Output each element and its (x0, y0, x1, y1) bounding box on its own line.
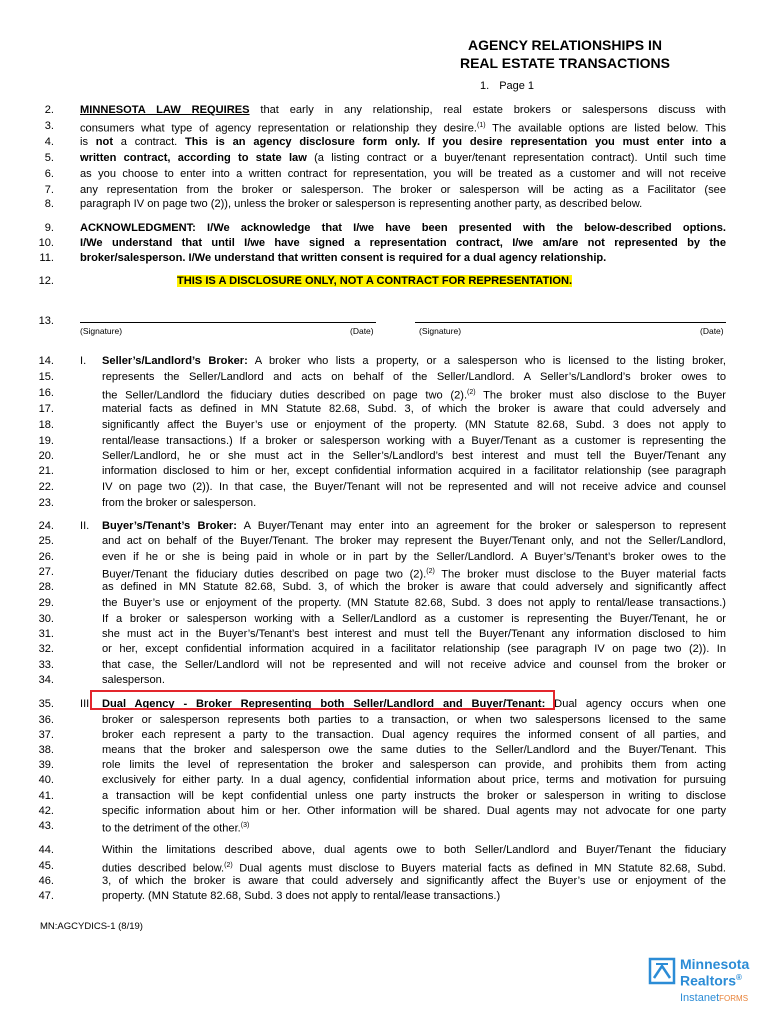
line-number: 34. (38, 674, 54, 686)
section-2-line-29: the Buyer’s use or enjoyment of the property. (MN Statute 82.68, Subd. 3 does not apply to rental/lease transactions.) (102, 597, 726, 609)
registered-mark: ® (736, 973, 742, 982)
intro-line-2 (80, 102, 726, 118)
line-number: 4. (44, 136, 54, 148)
line-number: 9. (44, 222, 54, 234)
line-number: 21. (38, 465, 54, 477)
section-3-line-38: means that the broker and salesperson owe the same duties to the Seller/Landlord and the Buyer/Tenant. This (102, 744, 726, 756)
footnote-ref: (2) (467, 389, 476, 396)
line-number: 38. (38, 744, 54, 756)
section-2-line-24 (102, 518, 726, 534)
section-2-line-32: or her, except confidential information acquired in a facilitator relationship (see paragraph IV on page two (2)). In (102, 643, 726, 655)
section-2-line-28: as defined in MN Statute 82.68, Subd. 3, of which the broker is aware that could adversely and significantly affect (102, 581, 726, 593)
line-number: 28. (38, 581, 54, 593)
line-number: 31. (38, 628, 54, 640)
form-code: MN:AGCYDICS-1 (8/19) (40, 921, 143, 932)
intro-text: The available options are listed below. This (485, 122, 726, 135)
line-number: 11. (39, 252, 54, 264)
form-title (400, 36, 730, 72)
heading-annotation-box (90, 690, 555, 710)
section-text: to the detriment of the other. (102, 822, 241, 835)
title-line-1: AGENCY RELATIONSHIPS IN (468, 37, 662, 53)
intro-text: consumers what type of agency representation or relationship they desire. (80, 122, 477, 135)
section-text: The broker must also disclose to the Buyer (475, 389, 726, 402)
section-1-line-15: represents the Seller/Landlord and acts on behalf of the Seller/Landlord. A Seller’s/Landlord’s broker owes to (102, 371, 726, 383)
section-2-line-31: she must act in the Buyer’s/Tenant’s best interest and must tell the Buyer/Tenant any information disclosed to him (102, 628, 726, 640)
section-3-line-37: broker each represent a party to the transaction. Dual agency requires the informed consent of all parties, and (102, 729, 726, 741)
intro-text: (a listing contract or a buyer/tenant representation contract). Until such time (306, 152, 726, 164)
page-number-label: 1. (480, 80, 490, 92)
line-number: 3. (44, 120, 54, 132)
section-text: The broker must disclose to the Buyer material facts (434, 568, 726, 581)
line-number: 16. (38, 387, 54, 399)
section-2-heading: Buyer’s/Tenant’s Broker: (102, 520, 237, 532)
section-3-line-43 (102, 818, 726, 837)
title-line-2: REAL ESTATE TRANSACTIONS (459, 55, 670, 71)
signature-line-2[interactable] (415, 322, 726, 323)
minnesota-law-requires: MINNESOTA LAW REQUIRES (80, 104, 250, 116)
line-number: 19. (38, 435, 54, 447)
line-number: 36. (38, 714, 54, 726)
line-number: 45. (38, 860, 54, 872)
line-number: 17. (38, 403, 54, 415)
intro-line-5 (80, 150, 726, 166)
line-number: 22. (38, 481, 54, 493)
line-number: 12. (38, 275, 54, 287)
line-number: 23. (38, 497, 54, 509)
intro-text: a contract. (113, 136, 186, 148)
line-number: 42. (38, 805, 54, 817)
section-3-line-46: 3, of which the broker is aware that could adversely and significantly affect the Buyer’s use or enjoyment of the (102, 875, 726, 887)
section-1-line-17: material facts as defined in MN Statute 82.68, Subd. 3, of which the broker is aware that could adversely and (102, 403, 726, 415)
footnote-ref: (2) (426, 568, 435, 575)
section-text: Buyer/Tenant the fiduciary duties described on page two (2). (102, 568, 427, 581)
section-2-line-26: even if he or she is being paid in whole or in part by the Seller/Landlord. A Buyer’s/Tenant’s broker owes to the (102, 551, 726, 563)
intro-line-7: any representation from the broker or salesperson. The broker or salesperson will be acting as a Facilitator (see (80, 184, 726, 196)
section-2-line-34: salesperson. (102, 674, 165, 686)
intro-bold: This is an agency disclosure form only. If you desire representation you must enter into a (185, 136, 726, 148)
date-caption-2: (Date) (700, 326, 724, 336)
section-1-line-22: IV on page two (2)). In that case, the Buyer/Tenant will not be represented and will not receive advice and counsel (102, 481, 726, 493)
logo-line-1: Minnesota (680, 956, 750, 972)
section-text: the Seller/Landlord the fiduciary duties described on page two (2). (102, 389, 468, 402)
section-3-heading: Dual Agency - Broker Representing both Seller/Landlord and Buyer/Tenant: (102, 698, 546, 710)
section-1-line-18: significantly affect the Buyer’s use or enjoyment of the property. (MN Statute 82.68, Subd. 3 does not apply to (102, 419, 726, 431)
section-text: duties described below. (102, 862, 225, 875)
date-caption-1: (Date) (350, 326, 374, 336)
line-number: 15. (38, 371, 54, 383)
footnote-ref: (1) (476, 122, 486, 129)
line-number: 39. (38, 759, 54, 771)
ack-line-11: broker/salesperson. I/We understand that written consent is required for a dual agency relationship. (80, 252, 607, 264)
line-number: 44. (38, 844, 54, 856)
section-1-heading: Seller’s/Landlord’s Broker: (102, 355, 248, 367)
section-1-line-23: from the broker or salesperson. (102, 497, 257, 509)
intro-line-6: as you choose to enter into a written contract for representation, you will be treated as a customer and will not receive (80, 168, 726, 180)
instanet-text: Instanet (680, 992, 720, 1004)
line-number: 14. (38, 355, 54, 367)
line-number: 8. (44, 198, 54, 210)
line-number: 25. (38, 535, 54, 547)
intro-bold: not (95, 136, 114, 148)
section-text: Dual agents must disclose to Buyers material facts as defined in MN Statute 82.68, Subd. (232, 862, 726, 875)
line-number: 6. (44, 168, 54, 180)
footnote-ref: (2) (224, 862, 233, 869)
section-1-line-21: information disclosed to him or her, except confidential information acquired in a facilitator relationship (see paragraph (102, 465, 726, 477)
logo-text (680, 957, 749, 988)
section-3-line-39: role limits the level of representation the broker and salesperson can provide, and prohibits them from acting (102, 759, 726, 771)
section-3-line-42: specific information about him or her. Other information will be shared. Dual agents may not advocate for one party (102, 805, 726, 817)
section-3-line-36: broker or salesperson represents both parties to a transaction, or when two salespersons licensed to the same (102, 714, 726, 726)
line-number: 26. (38, 551, 54, 563)
line-number: 18. (38, 419, 54, 431)
line-number: 37. (38, 729, 54, 741)
signature-caption-2: (Signature) (419, 326, 462, 336)
disclosure-only-notice (177, 273, 572, 289)
intro-bold: written contract, according to state law (80, 152, 307, 164)
line-number: 30. (38, 613, 54, 625)
section-2-numeral: II. (80, 520, 90, 532)
section-3-line-40: exclusively for either party. In a dual agency, confidential information about price, terms and motivation for pursuing (102, 774, 726, 786)
ack-line-10: I/We understand that until I/we have signed a representation contract, I/we am/are not represented by the (80, 237, 726, 249)
section-3-line-41: a transaction will be kept confidential unless one party instructs the broker or salesperson in writing to disclose (102, 790, 726, 802)
logo-line-2: Realtors (680, 972, 737, 989)
instanet-forms-mark (680, 992, 748, 1004)
line-number: 40. (38, 774, 54, 786)
line-number: 32. (38, 643, 54, 655)
line-number: 13. (38, 315, 54, 327)
section-3-numeral: III. (80, 698, 93, 710)
line-number: 5. (44, 152, 54, 164)
realtor-house-icon (650, 959, 674, 983)
line-number: 33. (38, 659, 54, 671)
line-number: 46. (38, 875, 54, 887)
line-number: 29. (38, 597, 54, 609)
section-text: A broker who lists a property, or a salesperson who is licensed to the listing broker, (247, 355, 726, 367)
section-2-line-25: and act on behalf of the Buyer/Tenant. The broker may represent the Buyer/Tenant only, and not the Seller/Landlord, (102, 535, 726, 547)
line-number: 41. (38, 790, 54, 802)
signature-line-1[interactable] (80, 322, 376, 323)
section-3-line-44: Within the limitations described above, dual agents owe to both Seller/Landlord and Buyer/Tenant the fiduciary (102, 844, 726, 856)
signature-caption-1: (Signature) (80, 326, 123, 336)
section-text: A Buyer/Tenant may enter into an agreement for the broker or salesperson to represent (236, 520, 726, 532)
footnote-ref: (3) (240, 822, 250, 829)
page-label (480, 80, 534, 92)
section-text: Dual agency occurs when one (545, 698, 726, 710)
intro-text: is (80, 136, 96, 148)
line-number: 27. (38, 566, 54, 578)
line-number: 43. (38, 820, 54, 832)
ack-line-9: ACKNOWLEDGMENT: I/We acknowledge that I/we have been presented with the below-described options. (80, 222, 726, 234)
section-1-line-14 (102, 353, 726, 369)
line-number: 47. (38, 890, 54, 902)
section-2-line-33: that case, the Seller/Landlord will not be represented and will not receive advice and counsel from the broker or (102, 659, 726, 671)
highlighted-notice: THIS IS A DISCLOSURE ONLY, NOT A CONTRACT FOR REPRESENTATION. (177, 275, 573, 287)
section-2-line-30: If a broker or salesperson working with a Seller/Landlord as a customer is representing the Buyer/Tenant, he or (102, 613, 726, 625)
line-number: 24. (38, 520, 54, 532)
forms-text: FORMS (719, 994, 749, 1003)
line-number: 35. (38, 698, 54, 710)
line-number: 7. (44, 184, 54, 196)
section-1-line-19: rental/lease transactions.) If a broker or salesperson working with a Buyer/Tenant as a customer is representing the (102, 435, 726, 447)
intro-line-4 (80, 134, 726, 150)
line-number: 10. (38, 237, 54, 249)
line-number: 2. (44, 104, 54, 116)
line-number: 20. (38, 450, 54, 462)
intro-line-8: paragraph IV on page two (2)), unless the broker or salesperson is representing another party, as described below. (80, 198, 643, 210)
section-3-line-47: property. (MN Statute 82.68, Subd. 3 does not apply to rental/lease transactions.) (102, 890, 501, 902)
section-1-line-20: Seller/Landlord, he or she must act in the Seller’s/Landlord’s best interest and must tell the Buyer/Tenant any (102, 450, 726, 462)
page-text: Page 1 (499, 80, 535, 92)
section-1-numeral: I. (80, 355, 87, 367)
intro-text: that early in any relationship, real estate brokers or salespersons discuss with (249, 104, 726, 116)
